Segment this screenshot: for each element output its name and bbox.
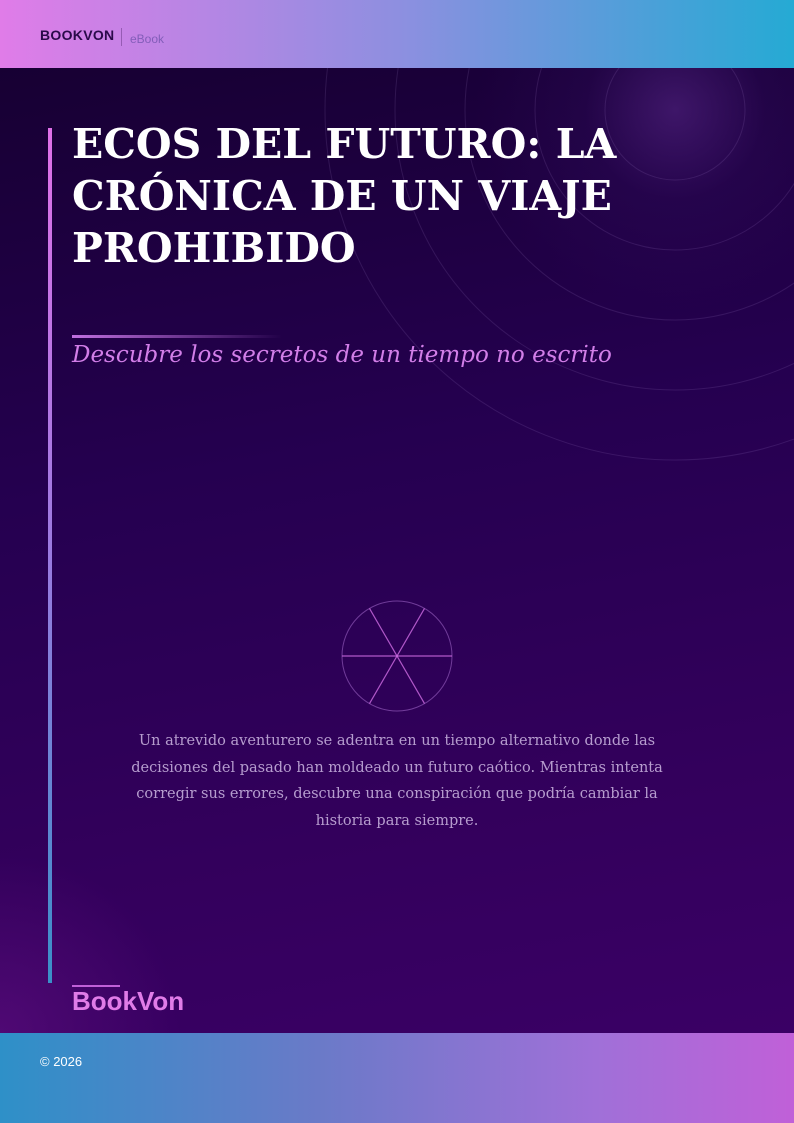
publisher-logo: BookVon bbox=[72, 986, 185, 1016]
brand-separator bbox=[121, 28, 122, 46]
book-subtitle: Descubre los secretos de un tiempo no escrito bbox=[72, 342, 612, 368]
brand-name: BOOKVON bbox=[40, 27, 115, 43]
left-accent-bar bbox=[48, 128, 52, 983]
footer-bar bbox=[0, 1033, 794, 1123]
copyright-text: © 2026 bbox=[40, 1054, 83, 1069]
book-description: Un atrevido aventurero se adentra en un tiempo alternativo donde las decisiones del pasado han moldeado un futuro caótico. Mientras intenta corregir sus errores, descubre una conspiración que podría cambiar la historia para siempre. bbox=[131, 733, 663, 829]
brand-subtitle: eBook bbox=[130, 32, 165, 46]
top-header-bar bbox=[0, 0, 794, 68]
wheel-icon bbox=[170, 598, 624, 714]
book-title: ECOS DEL FUTURO: LA CRÓNICA DE UN VIAJE PROHIBIDO bbox=[72, 120, 617, 272]
subtitle-rule bbox=[72, 335, 282, 338]
cover-area bbox=[0, 68, 794, 1033]
